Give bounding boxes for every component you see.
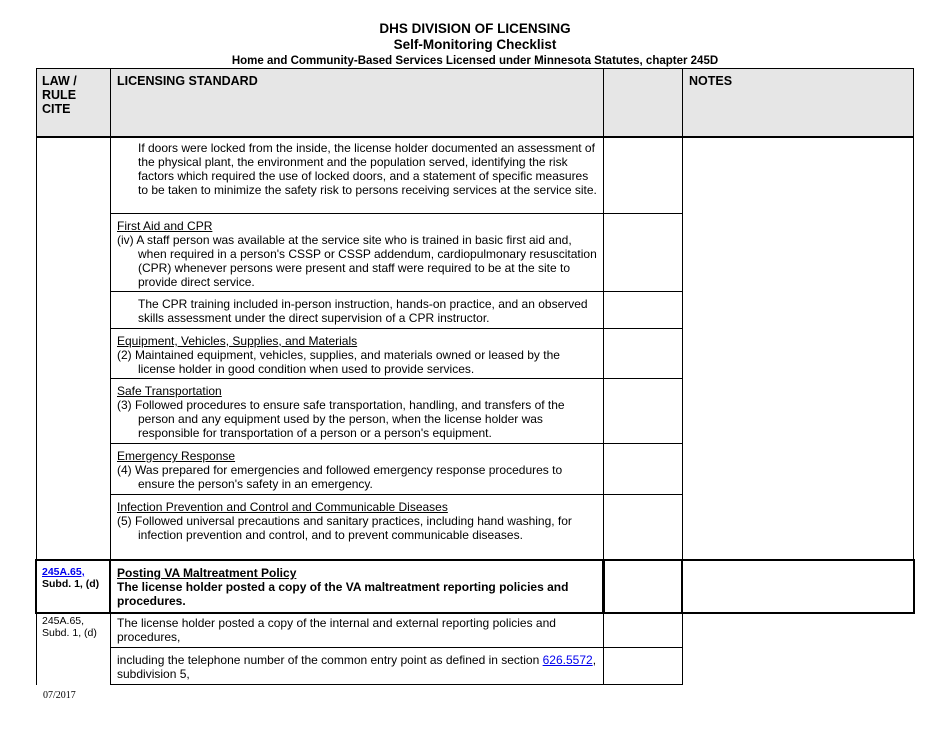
posted-copy-cite: 245A.65, Subd. 1, (d) — [42, 615, 97, 639]
transport-item: (3) Followed procedures to ensure safe transportation, handling, and transfers of the person and any equipment used by the person, when the license holder was responsible for transportation of a person or a person's equipment. — [117, 398, 565, 440]
document-subtitle: Self-Monitoring Checklist — [393, 37, 557, 52]
column-header-law: LAW / RULE CITE — [42, 74, 77, 116]
highlighted-row-divider — [109, 559, 111, 612]
standard-infection — [117, 500, 599, 542]
column-header-standard: LICENSING STANDARD — [117, 74, 258, 88]
standard-transport — [117, 384, 599, 440]
table-border-right — [913, 68, 914, 560]
table-border-top — [36, 68, 914, 69]
row-separator — [110, 494, 683, 495]
row-separator — [110, 378, 683, 379]
row-separator — [110, 647, 683, 648]
standard-locked-doors: If doors were locked from the inside, the license holder documented an assessment of the physical plant, the environment and the population served, identifying the risk factors which required the use of locked doors, and a statement of specific measures to be taken to minimize the safety risk to persons receiving services at the service site. — [138, 141, 597, 197]
row-separator — [110, 443, 683, 444]
emergency-heading: Emergency Response — [117, 449, 236, 463]
document-scope: Home and Community-Based Services Licensed under Minnesota Statutes, chapter 245D — [231, 55, 719, 67]
standard-posted-copy: The license holder posted a copy of the internal and external reporting policies and procedures, — [117, 616, 556, 644]
statute-link-626-5572[interactable]: 626.5572 — [542, 653, 593, 667]
highlighted-row-divider — [681, 559, 683, 612]
standard-first-aid — [117, 219, 599, 289]
row-separator — [110, 213, 683, 214]
posting-cite-sub: Subd. 1, (d) — [42, 578, 100, 590]
posting-heading: Posting VA Maltreatment Policy — [117, 566, 297, 580]
emergency-item: (4) Was prepared for emergencies and followed emergency response procedures to ensure the person's safety in an emergency. — [117, 463, 563, 491]
table-header-divider — [36, 136, 914, 138]
equipment-item: (2) Maintained equipment, vehicles, supplies, and materials owned or leased by the license holder in good condition when used to provide services. — [117, 348, 560, 376]
footer-date: 07/2017 — [43, 690, 76, 701]
standard-phone: including the telephone number of the common entry point as defined in section 626.5572, subdivision 5, — [117, 653, 597, 681]
transport-heading: Safe Transportation — [117, 384, 222, 398]
standard-equipment — [117, 334, 599, 376]
first-aid-item: (iv) A staff person was available at the service site who is trained in basic first aid and, when required in a person's CSSP or CSSP addendum, cardiopulmonary resuscitation (CPR) whenever persons were present and staff were required to be at the site to provide direct service. — [117, 233, 597, 289]
row-separator — [110, 291, 683, 292]
first-aid-heading: First Aid and CPR — [117, 219, 213, 233]
posting-cite — [42, 566, 108, 590]
standard-cpr-training: The CPR training included in-person instruction, hands-on practice, and an observed skills assessment under the direct supervision of a CPR instructor. — [138, 297, 588, 325]
infection-item: (5) Followed universal precautions and sanitary practices, including hand washing, for infection prevention and control, and to prevent communicable diseases. — [117, 514, 572, 542]
infection-heading: Infection Prevention and Control and Communicable Diseases — [117, 500, 448, 514]
row-separator — [110, 328, 683, 329]
statute-link-245a65[interactable]: 245A.65, — [42, 566, 85, 578]
highlighted-row-divider — [602, 559, 605, 612]
standard-posting — [117, 566, 599, 608]
document-title: DHS DIVISION OF LICENSING — [379, 21, 571, 36]
column-header-notes: NOTES — [689, 74, 733, 88]
standard-emergency — [117, 449, 599, 491]
row-separator — [110, 684, 683, 685]
equipment-heading: Equipment, Vehicles, Supplies, and Materials — [117, 334, 358, 348]
posting-text: The license holder posted a copy of the VA maltreatment reporting policies and procedures. — [117, 580, 569, 608]
